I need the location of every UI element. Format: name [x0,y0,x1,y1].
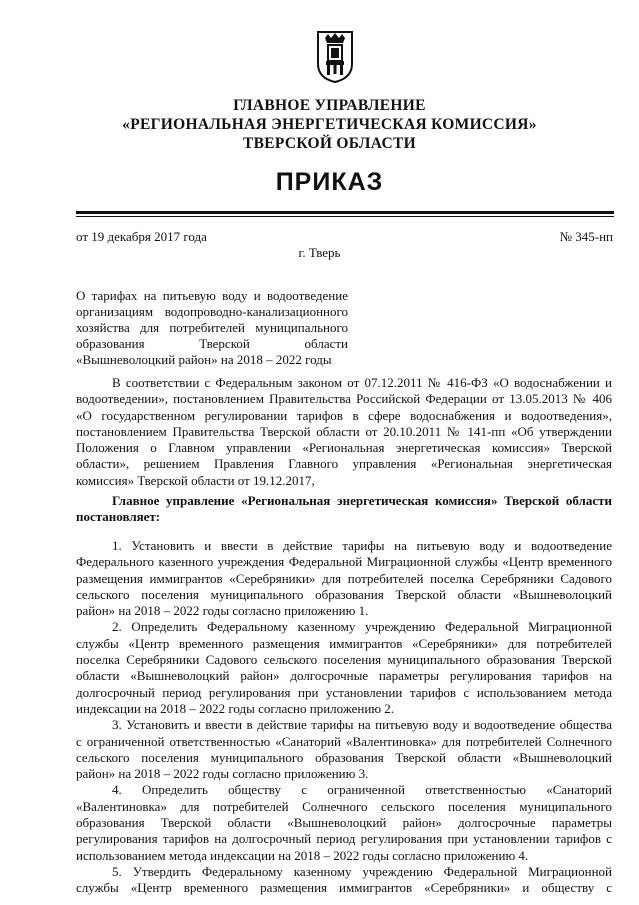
decree-statement [76,493,612,526]
item-line: использованием метода индексации на 2018 – 2022 годы согласно приложению 4. [76,847,529,863]
header-divider-thin [76,216,614,217]
item-line: поселка Серебряники Садового сельского поселения муниципального образования Тверской [76,652,612,668]
item-line: с ограниченной ответственностью «Санаторий «Валентиновка» для потребителей Солнечного [76,733,612,749]
decree-line: постановляет: [76,509,161,525]
subject-line: О тарифах на питьевую воду и водоотведение [76,288,348,303]
item-line: 5. Утвердить Федеральному казенному учреждению Федеральной Миграционной [112,863,612,879]
tver-coat-of-arms-icon [316,30,354,84]
decree-line: Главное управление «Региональная энергетическая комиссия» Тверской области [112,493,612,508]
item-line: сельского поселения муниципального образования Тверской области «Вышневолоцкий [76,749,612,765]
subject-line: образования Тверской области [76,336,348,351]
item-line: службы «Центр временного размещения иммигрантов «Серебряники» и обществу с [76,880,612,896]
item-line: район» на 2018 – 2022 годы согласно приложению 1. [76,603,369,619]
preamble-line: Положения о Главном управлении «Региональная энергетическая комиссия» Тверской [76,440,612,456]
preamble-line: постановлением Правительства Тверской области от 20.10.2011 № 141-пп «Об утверждении [76,423,612,439]
org-name-line-1: ГЛАВНОЕ УПРАВЛЕНИЕ [233,97,426,114]
subject-line: хозяйства для потребителей муниципального [76,320,348,335]
item-line: «Валентиновка» для потребителей Солнечного сельского поселения муниципального [76,798,612,814]
item-line: район» на 2018 – 2022 годы согласно приложению 3. [76,766,369,782]
item-line: образования Тверской области «Вышневолоцкий район» долгосрочные параметры [76,815,612,831]
document-number: № 345-нп [559,229,613,244]
header-divider-thick [76,211,614,214]
org-name-line-2: «РЕГИОНАЛЬНАЯ ЭНЕРГЕТИЧЕСКАЯ КОМИССИЯ» [122,116,537,133]
preamble-line: комиссия» Тверской области от 19.12.2017, [76,472,315,488]
item-line: 3. Установить и ввести в действие тарифы на питьевую воду и водоотведение общества [112,717,612,733]
item-line: области «Вышневолоцкий район» долгосрочные параметры регулирования тарифов на [76,668,612,684]
document-title: ПРИКАЗ [275,168,384,196]
item-line: Федерального казенного учреждения Федеральной Миграционной службы «Центр временного [76,554,612,570]
preamble-line: водоотведении», постановлением Правительства Российской Федерации от 13.05.2013 № 406 [76,391,612,407]
preamble-line: В соответствии с Федеральным законом от 07.12.2011 № 416-ФЗ «О водоснабжении и [112,375,612,390]
subject-line: «Вышневолоцкий район» на 2018 – 2022 годы [76,352,332,367]
item-line: 1. Установить и ввести в действие тарифы на питьевую воду и водоотведение [112,538,612,553]
order-items [76,538,612,897]
preamble-line: «О государственном регулировании тарифов в сфере водоснабжения и водоотведения», [76,407,612,423]
document-subject [76,288,348,368]
preamble-paragraph [76,375,612,489]
subject-line: организациям водопроводно-канализационного [76,304,348,319]
item-line: 2. Определить Федеральному казенному учреждению Федеральной Миграционной [112,619,612,635]
item-line: сельского поселения муниципального образования Тверской области «Вышневолоцкий [76,586,612,602]
preamble-line: области», решением Правления Главного управления «Региональная энергетическая [76,456,612,472]
item-line: размещения иммигрантов «Серебряники» для потребителей поселка Серебряники Садового [76,570,612,586]
document-city: г. Тверь [298,245,341,260]
item-line: долгосрочный период регулирования при установлении тарифов с использованием метода [76,684,612,700]
item-line: 4. Определить обществу с ограниченной ответственностью «Санаторий [112,782,612,798]
document-date: от 19 декабря 2017 года [76,229,207,244]
item-line: службы «Центр временного размещения иммигрантов «Серебряники» для потребителей [76,635,612,651]
item-line: регулирования тарифов на долгосрочный период регулирования при установлении тарифов с [76,831,612,847]
item-line: индексации на 2018 – 2022 годы согласно приложению 2. [76,700,395,716]
org-name-line-3: ТВЕРСКОЙ ОБЛАСТИ [243,135,416,152]
